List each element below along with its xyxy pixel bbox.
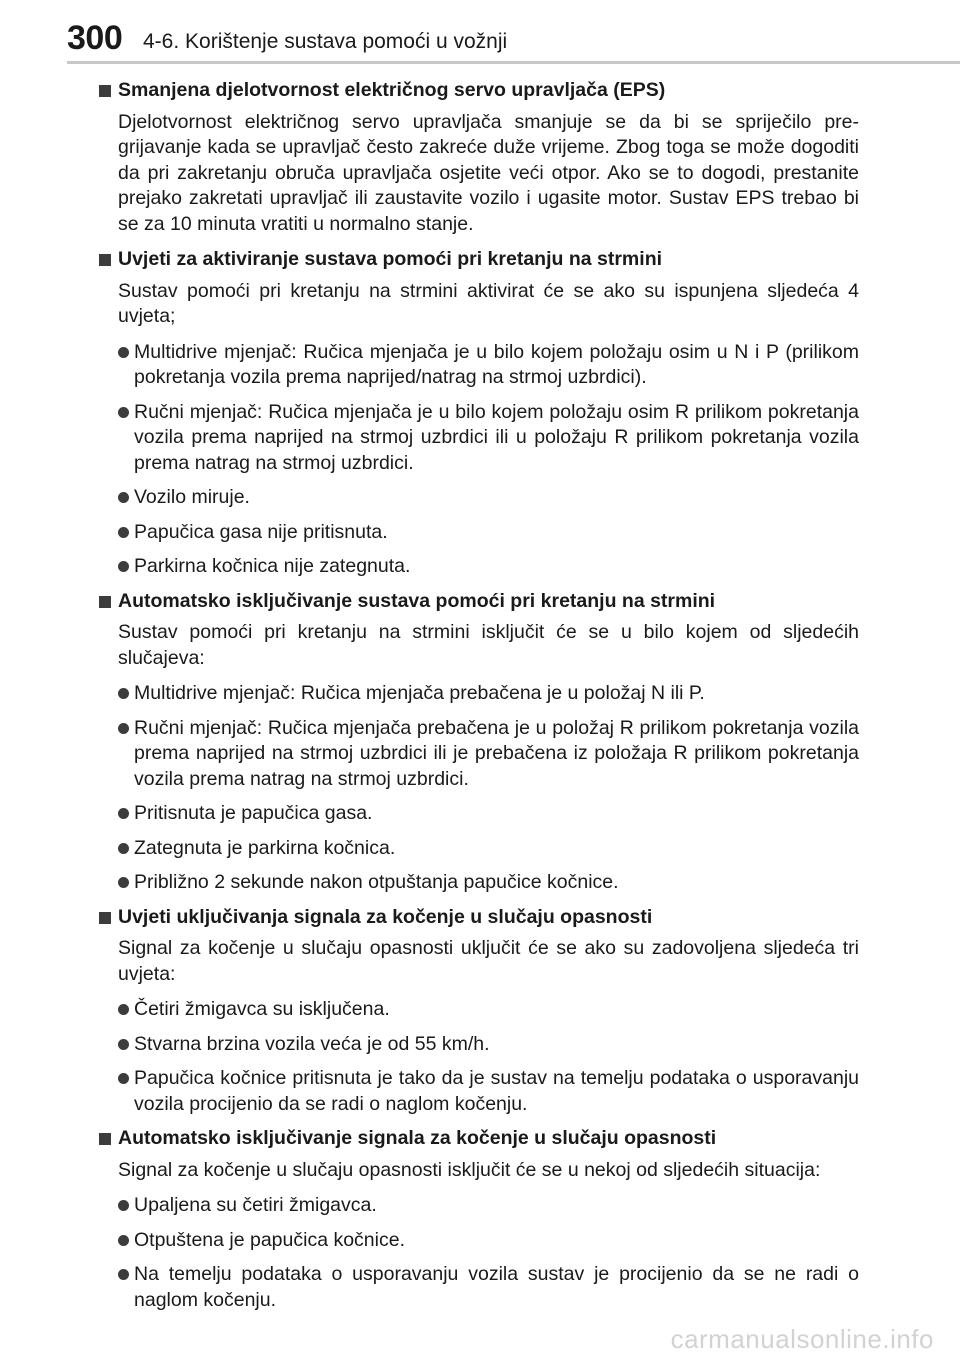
- list-item-text: Zategnuta je parkirna kočnica.: [134, 836, 396, 859]
- section-emergency-brake-signal-deactivation: [97, 1126, 859, 1313]
- section-paragraph: Sustav pomoći pri kretanju na strmini aktivirat će se ako su ispunjena sljedeća 4 uvjeta;: [118, 279, 859, 327]
- list-item: [118, 1262, 859, 1313]
- section-heading: [97, 247, 859, 273]
- list-item: [118, 716, 859, 793]
- round-bullet-icon: [118, 1073, 129, 1084]
- round-bullet-icon: [118, 688, 129, 699]
- page-content: [97, 78, 859, 1322]
- list-item-text: Približno 2 sekunde nakon otpuštanja papučice kočnice.: [134, 871, 619, 893]
- list-item-text: Stvarna brzina vozila veća je od 55 km/h.: [134, 1032, 490, 1055]
- square-bullet-icon: [99, 85, 111, 97]
- bullet-list: [97, 1193, 859, 1313]
- section-heading-text: Automatsko isključivanje sustava pomoći pri kretanju na strmini: [118, 589, 716, 612]
- square-bullet-icon: [99, 1133, 111, 1145]
- bullet-list: [97, 997, 859, 1117]
- round-bullet-icon: [118, 347, 129, 358]
- section-heading: [97, 1126, 859, 1152]
- list-item-text: Upaljena su četiri žmigavca.: [134, 1194, 377, 1216]
- section-heading: [97, 905, 859, 931]
- list-item: [118, 1193, 859, 1219]
- round-bullet-icon: [118, 527, 129, 538]
- list-item: [118, 485, 859, 511]
- section-hill-assist-activation: [97, 247, 859, 580]
- round-bullet-icon: [118, 1004, 129, 1015]
- list-item: [118, 801, 859, 827]
- list-item-text: Ručni mjenjač: Ručica mjenjača je u bilo kojem položaju osim R prilikom pokretanja vozila prema naprijed na strmoj uzbrdici ili u položaju R prilikom pokretanja vozila prema natrag na strmoj uzbrdici.: [134, 400, 859, 474]
- list-item-text: Ručni mjenjač: Ručica mjenjača prebačena je u položaj R prilikom pokretanja vozila prema naprijed na strmoj uzbrdici ili je prebačena iz položaja R prilikom pokretanja vozila prema natrag na strmoj uzbrdici.: [134, 716, 859, 790]
- list-item: [118, 340, 859, 391]
- round-bullet-icon: [118, 808, 129, 819]
- round-bullet-icon: [118, 1039, 129, 1050]
- section-heading-text: Automatsko isključivanje signala za kočenje u slučaju opasnosti: [118, 1127, 717, 1149]
- square-bullet-icon: [99, 596, 111, 608]
- round-bullet-icon: [118, 1235, 129, 1246]
- list-item-text: Multidrive mjenjač: Ručica mjenjača prebačena je u položaj N ili P.: [134, 682, 705, 704]
- bullet-list: [97, 340, 859, 580]
- list-item-text: Parkirna kočnica nije zategnuta.: [134, 555, 411, 577]
- section-heading-text: Uvjeti za aktiviranje sustava pomoći pri kretanju na strmini: [118, 248, 663, 270]
- round-bullet-icon: [118, 723, 129, 734]
- list-item: [118, 554, 859, 580]
- section-heading-text: Smanjena djelotvornost električnog servo upravljača (EPS): [118, 79, 666, 101]
- list-item-text: Papučica kočnice pritisnuta je tako da je sustav na temelju podataka o usporavanju vozila procijenio da se radi o naglom kočenju.: [134, 1067, 859, 1115]
- list-item: [118, 681, 859, 707]
- section-heading-text: Uvjeti uključivanja signala za kočenje u slučaju opasnosti: [118, 905, 653, 928]
- round-bullet-icon: [118, 407, 129, 418]
- list-item: [118, 997, 859, 1023]
- list-item: [118, 1228, 859, 1254]
- list-item-text: Otpuštena je papučica kočnice.: [134, 1228, 406, 1251]
- page-header: [0, 0, 960, 64]
- round-bullet-icon: [118, 492, 129, 503]
- list-item: [118, 400, 859, 477]
- section-paragraph: Signal za kočenje u slučaju opasnosti isključit će se u nekoj od sljedećih situacija:: [118, 1158, 821, 1181]
- chapter-title: 4-6. Korištenje sustava pomoći u vožnji: [143, 30, 508, 53]
- section-emergency-brake-signal-activation: [97, 905, 859, 1118]
- list-item-text: Četiri žmigavca su isključena.: [134, 998, 390, 1020]
- list-item: [118, 836, 859, 862]
- site-watermark: carmanualsonline.info: [670, 1324, 934, 1354]
- round-bullet-icon: [118, 1200, 129, 1211]
- section-heading: [97, 78, 859, 104]
- header-divider: [67, 61, 960, 64]
- section-paragraph: Sustav pomoći pri kretanju na strmini isključit će se u bilo kojem od sljedećih slučajeva:: [118, 621, 859, 669]
- square-bullet-icon: [99, 254, 111, 266]
- round-bullet-icon: [118, 561, 129, 572]
- list-item: [118, 520, 859, 546]
- round-bullet-icon: [118, 843, 129, 854]
- list-item-text: Vozilo miruje.: [134, 486, 250, 508]
- round-bullet-icon: [118, 877, 129, 888]
- square-bullet-icon: [99, 912, 111, 924]
- section-heading: [97, 589, 859, 615]
- bullet-list: [97, 681, 859, 896]
- list-item-text: Na temelju podataka o usporavanju vozila sustav je procijenio da se ne radi o naglom kočenju.: [134, 1263, 859, 1311]
- section-paragraph: Signal za kočenje u slučaju opasnosti uključit će se ako su zadovoljena sljedeća tri uvjeta:: [118, 937, 859, 985]
- round-bullet-icon: [118, 1269, 129, 1280]
- list-item-text: Multidrive mjenjač: Ručica mjenjača je u bilo kojem položaju osim u N i P (prilikom pokretanja vozila prema naprijed/natrag na strmoj uzbrdici).: [134, 340, 859, 388]
- list-item: [118, 870, 859, 896]
- list-item-text: Pritisnuta je papučica gasa.: [134, 802, 373, 824]
- section-eps: [97, 78, 859, 237]
- list-item-text: Papučica gasa nije pritisnuta.: [134, 520, 388, 543]
- section-paragraph: Djelotvornost električnog servo upravljača smanjuje se da bi se spriječilo pregrijavanje kada se upravljač često zakreće duže vrijeme. Zbog toga se može dogoditi da pri zakretanju obruča upravljača osjetite veći otpor. Ako se to dogodi, prestanite prejako zakretati upravljač ili zaustavite vozilo i ugasite motor. Sustav EPS trebao bi se za 10 minuta vratiti u normalno stanje.: [118, 110, 859, 235]
- list-item: [118, 1032, 859, 1058]
- page-number: 300: [67, 19, 123, 57]
- section-hill-assist-deactivation: [97, 589, 859, 896]
- list-item: [118, 1066, 859, 1117]
